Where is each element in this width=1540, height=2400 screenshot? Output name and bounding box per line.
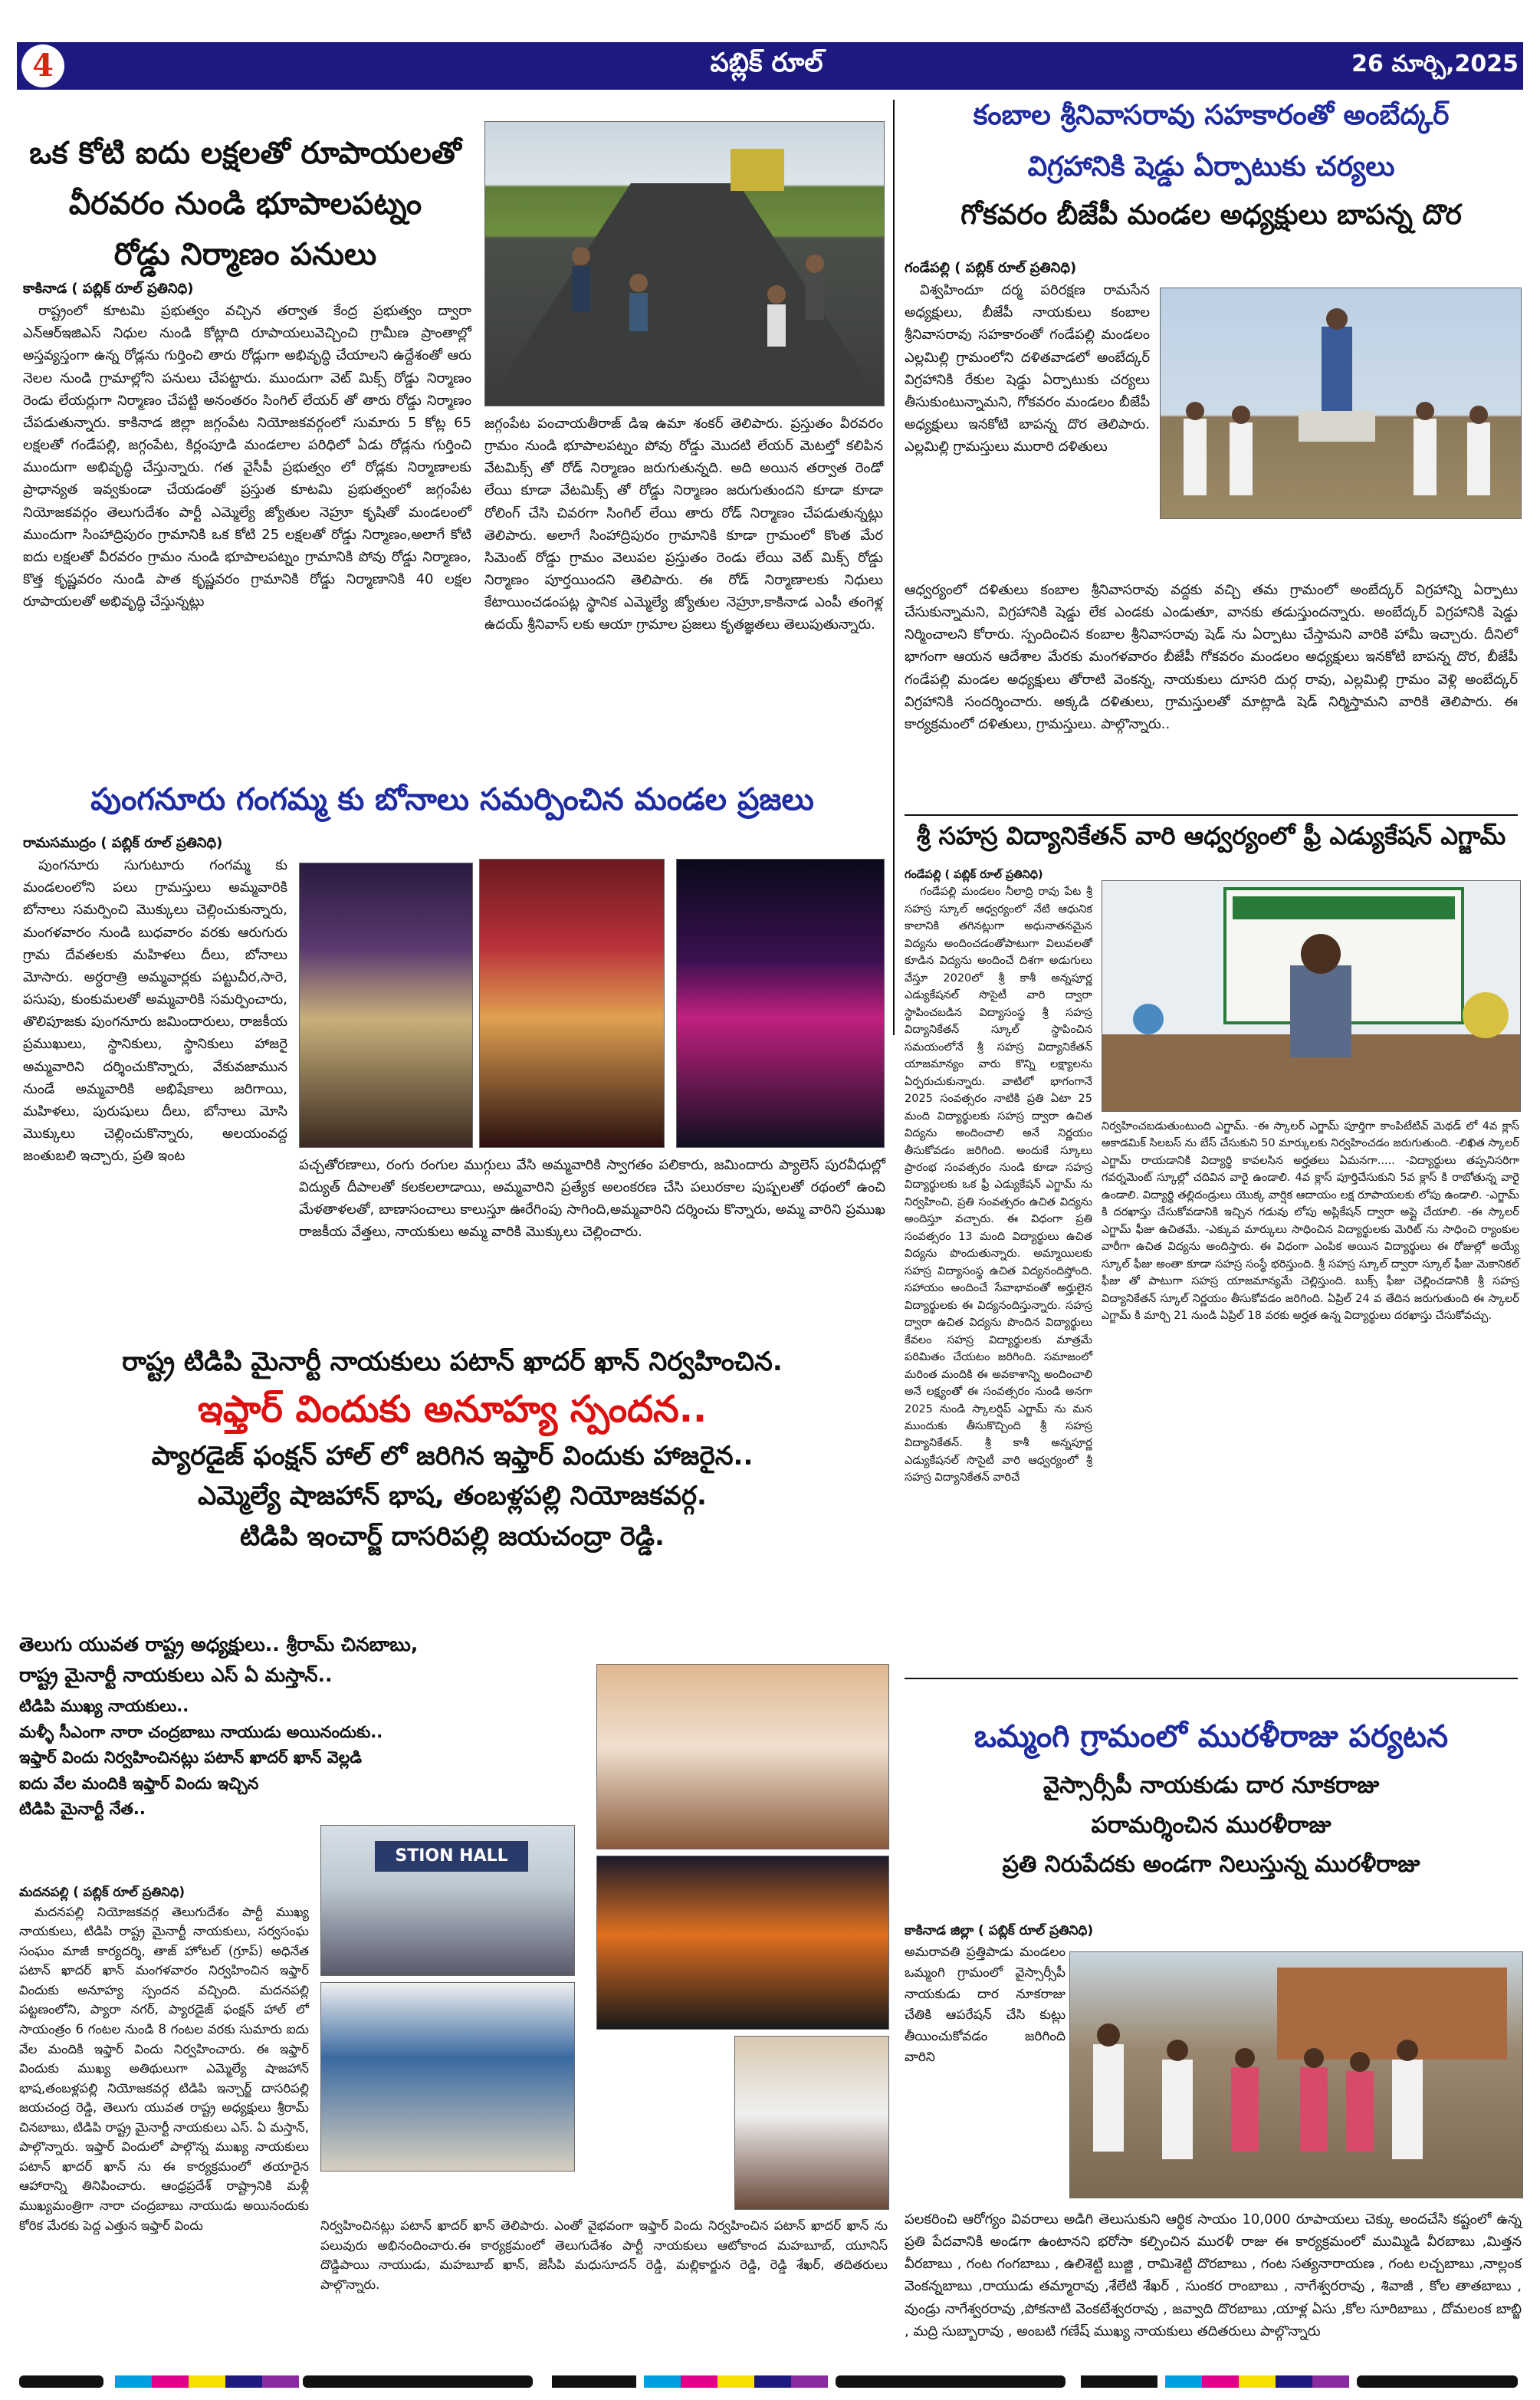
headline-line: ఒక కోటి ఐదు లక్షలతో రూపాయలతో: [29, 136, 461, 171]
article4-headline: శ్రీ సహస్ర విద్యానికేతన్ వారి ఆధ్వర్యంలో ఫ్రీ ఎడ్యుకేషన్ ఎగ్జామ్: [916, 821, 1506, 850]
article1-text: రాష్ట్రంలో కూటమి ప్రభుత్వం వచ్చిన తర్వాత కేంద్ర ప్రభుత్వం ద్వారా ఎన్ఆర్ఇజిఎస్ నిధుల నుండి కోట్లాది రూపాయలువెచ్చించి గ్రామీణ ప్రాంతాల్లో అస్తవ్యస్తంగా ఉన్న రోడ్లను గుర్తించి తారు రోడ్లుగా అభివృద్ధి చేయాలని ఉద్దేశంతో ఆరు నెలల నుండి గ్రామాల్లోని పనులు చేపట్టారు. ముందుగా వెట్ మిక్స్ రోడ్డు నిర్మాణం రెండు లేయర్లుగా నిర్మాణం చేపట్టి అనంతరం సింగిల్ లేయర్ తో తారు రోడ్డు నిర్మాణం చేపడుతున్నారు. కాకినాడ జిల్లా జగ్గంపేట నియోజకవర్గంలో సుమారు 5 కోట్ల 65 లక్షలతో గండేపల్లి, జగ్గంపేట, కిర్లంపూడి మండలాల పరిధిలో ఏడు రోడ్లను గుర్తించి ముందుగా అభివృద్ధి చేస్తున్నారు. గత వైసీపీ ప్రభుత్వం లో రోడ్లకు నిర్మాణాలకు ప్రాధాన్యత ఇవ్వకుండా చేయడంతో ప్రస్తుత కూటమి ప్రభుత్వంలో జగ్గంపేట నియోజకవర్గం తెలుగుదేశం పార్టీ ఎమ్మెల్యే జ్యోతుల నెహ్రూ కృషితో మండలంలో ముందుగా సింహాద్రిపురం గ్రామానికి ఒక కోటి 25 లక్షలతో రోడ్డు నిర్మాణం,అలాగే కోటి ఐదు లక్షలతో వీరవరం గ్రామం నుండి భూపాలపట్నం గ్రామానికి పోవు రోడ్డు నిర్మాణం, కొత్త కృష్ణవరం నుండి పాత కృష్ణవరం గ్రామానికి రోడ్డు నిర్మాణానికి 40 లక్షల రూపాయలతో అభివృద్ధి చేస్తున్నట్లు: [23, 303, 471, 610]
article4-body-wide: [1102, 1118, 1519, 1655]
registration-bar: [19, 2375, 103, 2388]
subheadline: పరామర్శించిన మురళీరాజు: [1091, 1811, 1331, 1839]
iftar-greeting-photo: [596, 1856, 889, 2030]
headline-line: విగ్రహానికి షెడ్డు ఏర్పాటుకు చర్యలు: [1027, 151, 1395, 182]
iftar-feeding-photo: [320, 1982, 575, 2172]
article6-subheadlines: [905, 1771, 1518, 1879]
article1-headline: [23, 134, 468, 274]
article6-text-continued: పలకరించి ఆరోగ్యం వివరాలు అడిగి తెలుసుకుని ఆర్థిక సాయం 10,000 రూపాయలు చెక్కు అందచేసి కష్టంలో ఉన్న ప్రతి పేదవానికి అండగా ఉంటానని భరోసా కల్పించిన మురళీ రాజు ఈ కార్యక్రమంలో ముమ్మిడి వీరబాబు ,మిత్తన వీరబాబు , గంట గంగబాబు , ఉలిశెట్టి బుజ్జి , రామిశెట్టి దొరబాబు , గంట సత్యనారాయణ , గంట లచ్చబాబు ,నాల్లంక వెంకన్నబాబు ,రాయుడు తమ్మారావు ,శేలేటి శేఖర్ , సుంకర రాంబాబు , నాగేశ్వరరావు , శివాజీ , కోల తాతబాబు , వుండ్రు నాగేశ్వరరావు ,పోకనాటి వెంకటేశ్వరరావు , జవ్వాది దొరబాబు ,యాళ్ల ఏసు ,కోల సూరిబాబు , దోమలంక బాబ్జి , మద్రి సుబ్బారావు , అంబటి గణేష్ ముఖ్య నాయకులు తదితరులు పాల్గొన్నారు: [905, 2211, 1522, 2339]
article2-text: విశ్వహిందూ దర్మ పరిరక్షణ రామసేన అధ్యక్షులు, బీజేపీ నాయకులు కంబాల శ్రీనివాసరావు సహకారంతో గండేపల్లి మండలం ఎల్లమిల్లి గ్రామంలోని దళితవాడలో అంబేద్కర్ విగ్రహానికి రేకుల షెడ్డు ఏర్పాటుకు చర్యలు తీసుకుంటున్నామని, గోకవరం మండలం బీజేపీ అధ్యక్షులు ఇనకోటి బాపన్న దొర తెలిపారు. ఎల్లమిల్లి గ్రామస్తులు మురారి దళితులు: [905, 282, 1150, 455]
side-head: ఐదు వేల మందికి ఇఫ్తార్ విందు ఇచ్చిన: [19, 1774, 259, 1793]
article2-text-continued: ఆధ్వర్యంలో దళితులు కంబాల శ్రీనివాసరావు వద్దకు వచ్చి తమ గ్రామంలో అంబేద్కర్ విగ్రహాన్ని ఏర్పాటు చేసుకున్నామని, విగ్రహానికి షెడ్డు లేక ఎండకు ఎండుతూ, వానకు తడుస్తుందన్నారు. అంబేద్కర్ విగ్రహానికి షెడ్డు నిర్మించాలని కోరారు. స్పందించిన కంబాల శ్రీనివాసరావు షెడ్ ను ఏర్పాటు చేస్తామని వారికి హామీ ఇచ్చారు. దీనిలో భాగంగా ఆయన ఆదేశాల మేరకు మంగళవారం బీజేపీ గోకవరం మండలం అధ్యక్షులు ఇనకోటి బాపన్న దొర, బీజేపీ గండేపల్లి మండల అధ్యక్షులు తోరాటి వెంకన్న, నాయకులు దూసరి దుర్గ రావు, ఎల్లమిల్లి గ్రామం వెళ్లి అంబేద్కర్ విగ్రహానికి సందర్శించారు. అక్కడి దళితులు, గ్రామస్తులతో మాట్లాడి షెడ్ నిర్మిస్తామని వారికి తెలిపారు. ఈ కార్యక్రమంలో దళితులు, గ్రామస్తులు. పాల్గొన్నారు..: [905, 582, 1518, 732]
paper-name: పబ్లిక్ రూల్: [710, 48, 823, 78]
article6-body-narrow: [905, 1921, 1094, 2201]
article5-headline-3: ప్యారడైజ్ ఫంక్షన్ హాల్ లో జరిగిన ఇఫ్తార్ విందుకు హాజరైన..: [151, 1440, 754, 1471]
article1-dateline: కాకినాడ ( పబ్లిక్ రూల్ ప్రతినిధి): [23, 281, 194, 297]
article5-body-narrow: [19, 1882, 309, 2266]
color-registration-strip: [115, 2375, 299, 2388]
festival-photo-2: [479, 859, 665, 1148]
article6-headline: ఒమ్మంగి గ్రామంలో మురళీరాజు పర్యటన: [974, 1719, 1449, 1754]
color-registration-strip: [644, 2375, 828, 2388]
article5-headline-1: రాష్ట్ర టిడిపి మైనార్టీ నాయకులు పటాన్ ఖాదర్ ఖాన్ నిర్వహించిన.: [122, 1346, 783, 1377]
article5-headline-block: [15, 1346, 889, 1553]
registration-bar: [1081, 2375, 1157, 2388]
iftar-dining-photo: [596, 1664, 889, 1849]
iftar-meal-photo: [734, 2036, 889, 2210]
color-registration-strip: [1165, 2375, 1349, 2388]
subheadline: ప్రతి నిరుపేదకు అండగా నిలుస్తున్న మురళీరాజు: [1002, 1851, 1420, 1878]
section-divider: [905, 814, 1518, 816]
article2-dateline: గండేపల్లి ( పబ్లిక్ రూల్ ప్రతినిధి): [905, 260, 1077, 276]
ambedkar-statue-photo: [1160, 288, 1522, 519]
festival-photo-1: [299, 863, 473, 1148]
road-scene-graphic: [485, 122, 884, 406]
article4-text-continued: నిర్వహించబడుతుంటుంది ఎగ్జామ్. -ఈ స్కాలర్ ఎగ్జామ్ పూర్తిగా కాంపిటేటివ్ మెథడ్ లో 4వ క్లాస్ అకాడమిక్ సిలబస్ ను బేస్ చేసుకుని 50 మార్కులకు నిర్వహించడం జరుగుతుంది. -లిఖిత స్కాలర్ ఎగ్జామ్ రాయడానికి విద్యార్థి కావలసిన అర్హతలు ఏమనగా..... -విద్యార్థులు తప్పనిసరిగా గవర్నమెంట్ స్కూల్లో చదివిన వారై ఉండాలి. 4వ క్లాస్ పూర్తిచేసుకుని 5వ క్లాస్ కి రాబోతున్న వారై ఉండాలి. విద్యార్థి తల్లిదండ్రులు యొక్క వార్షిక ఆదాయం లక్ష రూపాయలకు లోపు ఉండాలి. -ఎగ్జామ్ కి దరఖాస్తు చేసుకోవడానికి ఇచ్చిన గడువు లోపు అప్లికేషన్ ద్వారా అప్లై చేయాలి. -ఈ స్కాలర్ ఎగ్జామ్ ఫీజు ఉచితమే. -ఎక్కువ మార్కులు సాధించిన విద్యార్థులకు మెరిట్ ను సాధించి ర్యాంకుల వారీగా ఉచిత విద్యను అందిస్తారు. ఈ విధంగా ఎంపిక అయిన విద్యార్థులు ఈ రోజుల్లో అయ్యే స్కూల్ ఫీజు అంతా కూడా సహస్ర సంస్థే భరిస్తుంది. శ్రీ సహస్ర స్కూల్ ద్వారా స్కూల్ ఫీజు మెకానికల్ ఫీజు తో పాటుగా సహస్ర యాజమాన్యమే చెల్లిస్తుంది. బుక్స్ ఫీజు చెల్లించడానికి శ్రీ సహస్ర విద్యానికేతన్ స్కూల్ నిర్ణయం తీసుకోవడం జరిగింది. ఏప్రిల్ 24 వ తేదిన జరుగుతుంది ఈ స్కాలర్ ఎగ్జామ్ కి మార్చి 21 నుండి ఏప్రిల్ 18 వరకు అర్హత ఉన్న విద్యార్థులు దరఖాస్తు చేసుకోవచ్చు.: [1102, 1120, 1519, 1323]
article6-body-wide: [905, 2208, 1522, 2362]
article5-text: మదనపల్లి నియోజకవర్గ తెలుగుదేశం పార్టీ ముఖ్య నాయకులు, టిడిపి రాష్ట్ర మైనార్టీ నాయకులు, సర్వసంఘ సంఘం మాజీ కార్యదర్శి, తాజ్ హోటల్ (గ్రూప్) అధినేత పటాన్ ఖాదర్ ఖాన్ మంగళవారం నిర్వహించిన ఇఫ్తార్ విందుకు అనూహ్య స్పందన వచ్చింది. మదనపల్లి పట్టణంలోని, ప్యారా నగర్, ప్యారడైజ్ ఫంక్షన్ హాల్ లో సాయంత్రం 6 గంటల నుండి 8 గంటల వరకు సుమారు ఐదు వేల మందికి ఇఫ్తార్ విందు నిర్వహించారు. ఈ ఇఫ్తార్ విందుకు ముఖ్య అతిథులుగా ఎమ్మెల్యే షాజహాన్ భాష,తంబళ్లపల్లి నియోజకవర్గ టిడిపి ఇన్చార్జ్ దాసరిపల్లి జయచంద్ర రెడ్డి, తెలుగు యువత రాష్ట్ర అధ్యక్షులు శ్రీరామ్ చినబాబు, టిడిపి రాష్ట్ర మైనార్టీ నాయకులు ఎస్. ఏ మస్తాన్, పాల్గొన్నారు. ఇఫ్తార్ విందులో పాల్గొన్న ముఖ్య నాయకులు పటాన్ ఖాదర్ ఖాన్ ను ఈ కార్యక్రమంలో తయారైన ఆహారాన్ని తినిపించారు. ఆంధ్రప్రదేశ్ రాష్ట్రానికి మళ్లీ ముఖ్యమంత్రిగా నారా చంద్రబాబు నాయుడు అయినందుకు కోరిక మేరకు పెద్ద ఎత్తున ఇఫ్తార్ విందు: [19, 1904, 309, 2233]
office-scene-graphic: [1102, 881, 1520, 1111]
article4-body-narrow: [905, 866, 1092, 1557]
article3-headline: పుంగనూరు గంగమ్మ కు బోనాలు సమర్పించిన మండల ప్రజలు: [90, 782, 814, 817]
crowd-graphic: [1070, 1952, 1522, 2198]
article3-text-continued: పచ్చతోరణాలు, రంగు రంగుల ముగ్గులు వేసి అమ్మవారికి స్వాగతం పలికారు, జమిందారు ప్యాలెస్ పురవీధుల్లో విద్యుత్ దీపాలతో కలకలలాడాయి, అమ్మవారిని ప్రత్యేక అలంకరణ చేసి పలురకాల పుష్పలతో రథంలో ఉంచి మేళతాళలతో, బాణాసంచాలు కాలుస్తూ ఊరేగింపు సాగింది,అమ్మవారిని దర్శించు కొన్నారు, అమ్మ వారిని ప్రముఖ రాజకీయ వేత్తలు, నాయకులు అమ్మ వారికి మొక్కులు చెల్లించారు.: [299, 1157, 885, 1241]
school-office-photo: [1102, 880, 1521, 1112]
article3-body-left: [23, 832, 287, 1323]
column-divider: [893, 100, 895, 1035]
article2-body-narrow: [905, 257, 1150, 571]
article2-headline: [905, 98, 1518, 184]
article5-side-heads: [19, 1629, 586, 1823]
festival-photo-3: [676, 859, 885, 1148]
article1-body-left: [23, 278, 471, 768]
article1-body-right: [484, 413, 883, 765]
subheadline: వైస్సార్సీపీ నాయకుడు దార నూకరాజు: [1043, 1772, 1380, 1799]
hall-sign-text: STION HALL: [375, 1841, 528, 1872]
group-photo-graphic: [1161, 288, 1521, 518]
headline-line: వీరవరం నుండి భూపాలపట్నం: [68, 186, 422, 222]
article3-text: పుంగనూరు సుగుటూరు గంగమ్మ కు మండలంలోని పలు గ్రామస్తులు అమ్మవారికి బోనాలు సమర్పించి మొక్కులు చెల్లించుకున్నారు, మంగళవారం నుండి బుధవారం వరకు ఆరుగురు గ్రామ దేవతలకు మహిళలు దీలు, బోనాలు మోసారు. అర్ధరాత్రి అమ్మవార్లకు పట్టుచీర,సారె, పసుపు, కుంకుమలతో అమ్మవారికి సమర్పించారు, తొలిపూజకు పుంగనూరు జమిందారులు, రాజకీయ ప్రముఖులు, స్థానికులు, స్థానికులు హాజరై అమ్మవారిని దర్శించుకొన్నారు, వేకువజామున నుండే అమ్మవారికి అభిషేకాలు జరిగాయి, మహిళలు, పురుషులు దీలు, బోనాలు మోసి మొక్కులు చెల్లించుకొన్నారు, అలయంవద్ద జంతుబలి ఇచ్చారు, ప్రతి ఇంట: [23, 857, 287, 1165]
murali-raju-visit-photo: [1069, 1951, 1523, 2198]
article3-body-right: [299, 1154, 885, 1319]
article4-text: గండేపల్లి మండలం నీలాద్రి రావు పేట శ్రీ సహస్ర స్కూల్ ఆధ్వర్యంలో నేటి ఆధునిక కాలానికి తగినట్లుగా అధునాతనమైన విద్యను అందించడంతోపాటుగా విలువలతో కూడిన విద్యను అందించే దిశగా అడుగులు వేస్తూ 2020లో శ్రీ కాశీ అన్నపూర్ణ ఎడ్యుకేషనల్ సొసైటీ వారి ద్వారా స్థాపించబడిన విద్యాసంస్థ శ్రీ సహస్ర విద్యానికేతన్ స్కూల్ స్థాపించిన సమయంలోనే శ్రీ సహస్ర విద్యానికేతన్ యాజమాన్యం వారు కొన్ని లక్ష్యాలను ఏర్పరుచుకున్నారు. వాటిలో భాగంగానే 2025 సంవత్సరం నాటికి ప్రతి ఏటా 25 మంది విద్యార్థులకు సహస్ర ద్వారా ఉచిత విద్యను అందించాలి అనే నిర్ణయం తీసుకోవడం జరిగింది. అందుకే స్కూలు ప్రారంభ సంవత్సరం నుండి కూడా సహస్ర విద్యార్థులకు ఒక ఫ్రీ ఎడ్యుకేషన్ ఎగ్జామ్ ను నిర్వహించి, ప్రతి సంవత్సరం ఉచిత విద్యను అందిస్తూ వచ్చారు. ఈ విధంగా ప్రతి సంవత్సరం 13 మంది విద్యార్థులు ఉచిత విద్యను పొందుతున్నారు. అమ్మాయిలకు సహస్ర విద్యాసంస్థ ఉచిత విద్యనందిస్తోంది. సహాయం అందించే సేవాభావంతో అర్హులైన విద్యార్థులకు ఈ విద్యనందిస్తున్నారు. సహస్ర ద్వారా ఉచిత విద్యను పొందిన విద్యార్థులు కేవలం సహస్ర విద్యార్థులకు మాత్రమే పరిమితం చేయటం జరిగింది. సమాజంలో మరింత మందికి ఈ అవకాశాన్ని అందించాలి అనే లక్ష్యంతో ఈ సంవత్సరం నుండి అనగా 2025 నుండి స్కాలర్షిప్ ఎగ్జామ్ ను మన ముందుకు తీసుకొచ్చింది శ్రీ సహస్ర విద్యానికేతన్. శ్రీ కాశీ అన్నపూర్ణ ఎడ్యుకేషనల్ సొసైటీ వారి ఆధ్వర్యంలో శ్రీ సహస్ర విద్యానికేతన్ వారిచే: [905, 886, 1092, 1484]
article5-headline-4: ఎమ్మెల్యే షాజహాన్ భాష, తంబళ్లపల్లి నియోజకవర్గ.: [198, 1481, 707, 1511]
registration-bar: [303, 2375, 533, 2388]
article6-dateline: కాకినాడ జిల్లా ( పబ్లిక్ రూల్ ప్రతినిధి): [905, 1923, 1094, 1938]
side-head: టిడిపి ముఖ్య నాయకులు..: [19, 1697, 189, 1715]
registration-bar: [836, 2375, 1066, 2388]
side-head: ఇఫ్తార్ విందు నిర్వహించినట్లు పటాన్ ఖాదర్ ఖాన్ వెల్లడి: [19, 1748, 363, 1767]
article1-text-continued: జగ్గంపేట పంచాయతీరాజ్ డిఇ ఉమా శంకర్ తెలిపారు. ప్రస్తుతం వీరవరం గ్రామం నుండి భూపాలపట్నం పోవు రోడ్డు మొదటి లేయర్ మెటల్తో కలిపిన వేటమిక్స్ తో రోడ్ నిర్మాణం జరుగుతున్నది. అది అయిన తర్వాత రెండో లేయి కూడా వేటమిక్స్ తో రోడ్డు నిర్మాణం జరుగుతుందని కూడా కూడా రోలింగ్ చేసి చివరగా సింగిల్ లేయి తారు రోడ్ నిర్మాణం చేపడుతున్నట్లు తెలిపారు. అలాగే సింహాద్రిపురం గ్రామానికి కూడా గ్రామంలో కొంత మేర సిమెంట్ రోడ్డు గ్రామం వెలుపల ప్రస్తుతం రెండు లేయి వెట్ మిక్స్ రోడ్డు నిర్మాణం పూర్తయిందని తెలిపారు. ఈ రోడ్ నిర్మాణాలకు నిధులు కేటాయించడంపట్ల స్థానిక ఎమ్మెల్యే జ్యోతుల నెహ్రూ,కాకినాడ ఎంపీ తంగెళ్ల ఉదయ్ శ్రీనివాస్ లకు ఆయా గ్రామాల ప్రజలు కృతజ్ఞతలు తెలుపుతున్నారు.: [484, 416, 883, 633]
side-head: టిడిపి మైనార్టీ నేత..: [19, 1800, 146, 1819]
section-divider: [905, 1678, 1518, 1679]
issue-date: 26 మార్చి,2025: [1351, 51, 1519, 77]
article5-body-wide: [320, 2216, 888, 2342]
hall-entrance-photo: [320, 1825, 575, 1976]
registration-bar: [552, 2375, 636, 2388]
side-head: రాష్ట్ర మైనార్టీ నాయకులు ఎస్ ఏ మస్తాన్..: [19, 1664, 333, 1686]
side-head: మళ్ళీ సీఎంగా నారా చంద్రబాబు నాయుడు అయినందుకు..: [19, 1722, 383, 1741]
headline-line: కంబాల శ్రీనివాసరావు సహకారంతో అంబేద్కర్: [973, 100, 1450, 131]
article5-headline-2: ఇఫ్తార్ విందుకు అనూహ్య స్పందన..: [197, 1387, 708, 1431]
registration-bar: [1357, 2375, 1518, 2388]
article2-body-wide: [905, 579, 1518, 813]
article5-text-continued: నిర్వహించినట్లు పటాన్ ఖాదర్ ఖాన్ తెలిపారు. ఎంతో వైభవంగా ఇఫ్తార్ విందు నిర్వహించిన పటాన్ ఖాదర్ ఖాన్ ను పలువురు అభినందించారు.ఈ కార్యక్రమంలో తెలుగుదేశం పార్టీ నాయకులు ఆటోకాంద మహబూబ్, యూనిస్ దొడ్డిపాయి నాయుడు, మహబూబ్ ఖాన్, జెసీపి మధుసూదన్ రెడ్డి, మల్లికార్జున రెడ్డి, రెడ్డి శేఖర్, తదితరులు పాల్గొన్నారు.: [320, 2218, 888, 2292]
article5-dateline: మదనపల్లి ( పబ్లిక్ రూల్ ప్రతినిధి): [19, 1885, 186, 1899]
page-number: 4: [21, 44, 64, 87]
article4-dateline: గండేపల్లి ( పబ్లిక్ రూల్ ప్రతినిధి): [905, 869, 1043, 881]
article6-text: అమరావతి ప్రత్తిపాడు మండలం ఒమ్మంగి గ్రామంలో వైస్సార్సీపీ నాయకుడు దార నూకరాజు చేతికి ఆపరేషన్ చేసి కుట్లు తీయించుకోవడం జరిగింది వారిని: [905, 1944, 1066, 2066]
headline-line: రోడ్డు నిర్మాణం పనులు: [113, 237, 377, 272]
article5-headline-5: టిడిపి ఇంచార్జ్ దాసరిపల్లి జయచంద్రా రెడ్డి.: [240, 1521, 665, 1552]
road-construction-photo: [484, 121, 885, 406]
article2-subheadline: గోకవరం బీజేపీ మండల అధ్యక్షులు బాపన్న దొర: [960, 199, 1462, 231]
article3-dateline: రామసముద్రం ( పబ్లిక్ రూల్ ప్రతినిధి): [23, 835, 223, 851]
side-head: తెలుగు యువత రాష్ట్ర అధ్యక్షులు.. శ్రీరామ్ చినబాబు,: [19, 1633, 419, 1655]
